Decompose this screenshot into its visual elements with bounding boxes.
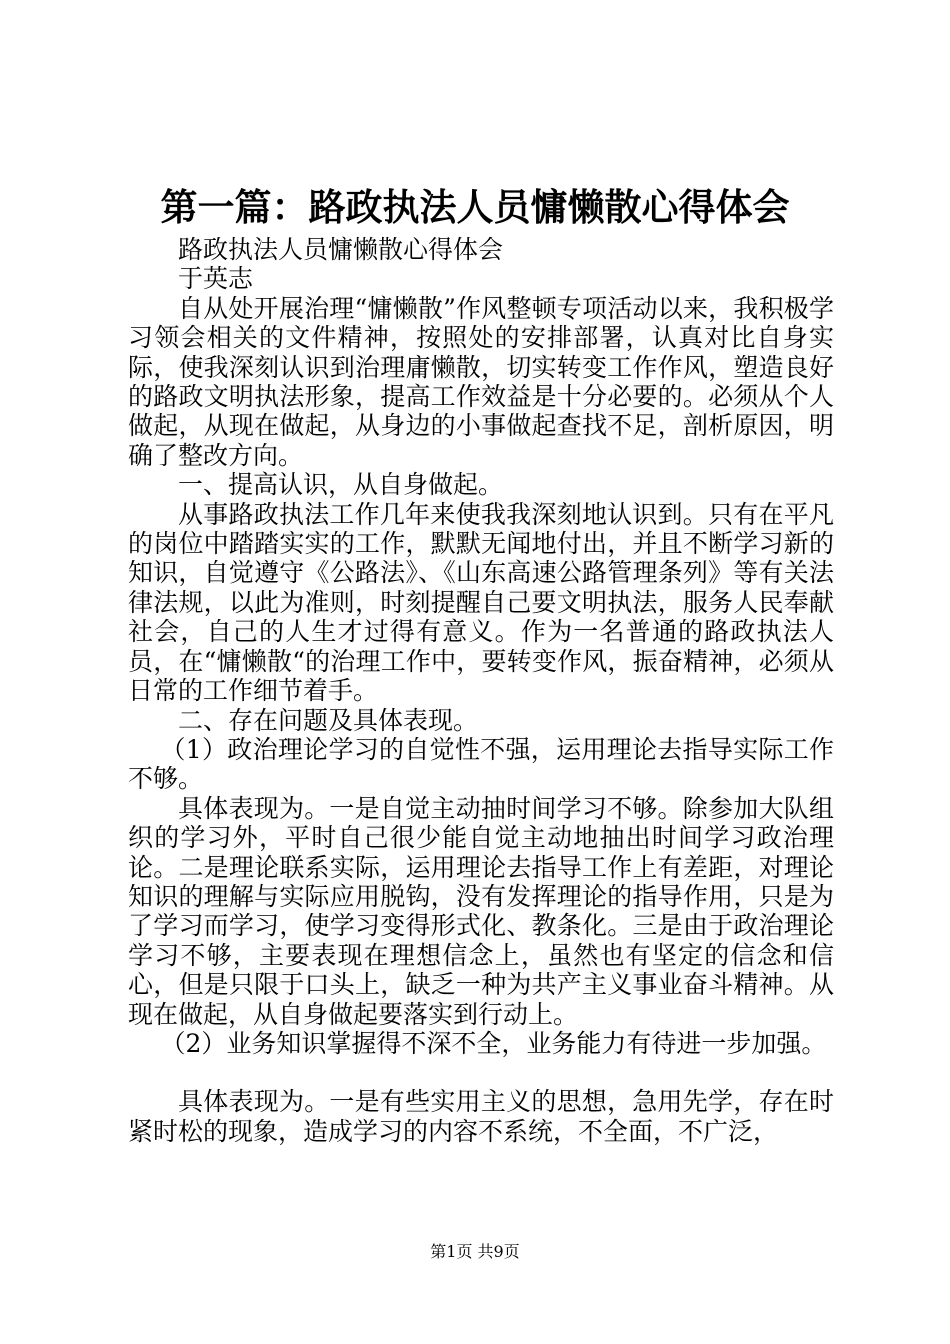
- sub-heading: （1）政治理论学习的自觉性不强，运用理论去指导实际工作不够。: [128, 734, 834, 794]
- page-number: 第1页 共9页: [430, 1242, 520, 1261]
- section-heading: 一、提高认识，从自身做起。: [178, 470, 504, 500]
- paragraph: 具体表现为。一是自觉主动抽时间学习不够。除参加大队组织的学习外，平时自己很少能自觉主动地抽出时间学习政治理论。二是理论联系实际，运用理论去指导工作上有差距，对理论知识的理解与实际应用脱钩，没有发挥理论的指导作用，只是为了学习而学习，使学习变得形式化、教条化。三是由于政治理论学习不够，主要表现在理想信念上，虽然也有坚定的信念和信心，但是只限于口头上，缺乏一种为共产主义事业奋斗精神。从现在做起，从自身做起要落实到行动上。: [128, 793, 834, 1029]
- paragraph: 具体表现为。一是有些实用主义的思想，急用先学，存在时紧时松的现象，造成学习的内容不系统，不全面，不广泛，: [128, 1087, 834, 1146]
- sub-heading: （2）业务知识掌握得不深不全，业务能力有待进一步加强。: [160, 1028, 827, 1058]
- paragraph: 从事路政执法工作几年来使我我深刻地认识到。只有在平凡的岗位中踏踏实实的工作，默默无闻地付出，并且不断学习新的知识，自觉遵守《公路法》、《山东高速公路管理条列》等有关法律法规，以此为准则，时刻提醒自己要文明执法，服务人民奉献社会，自己的人生才过得有意义。作为一名普通的路政执法人员，在“慵懒散“的治理工作中，要转变作风，振奋精神，必须从日常的工作细节着手。: [128, 499, 834, 706]
- author: 于英志: [178, 264, 254, 294]
- subtitle: 路政执法人员慵懒散心得体会: [178, 235, 504, 264]
- document-body: [128, 235, 834, 1146]
- section-heading: 二、存在问题及具体表现。: [178, 705, 479, 735]
- document-title: 第一篇：路政执法人员慵懒散心得体会: [160, 186, 790, 229]
- paragraph: 自从处开展治理“慵懒散”作风整顿专项活动以来，我积极学习领会相关的文件精神，按照处的安排部署，认真对比自身实际，使我深刻认识到治理庸懒散，切实转变工作作风，塑造良好的路政文明执法形象，提高工作效益是十分必要的。必须从个人做起，从现在做起，从身边的小事做起查找不足，剖析原因，明确了整改方向。: [128, 293, 834, 470]
